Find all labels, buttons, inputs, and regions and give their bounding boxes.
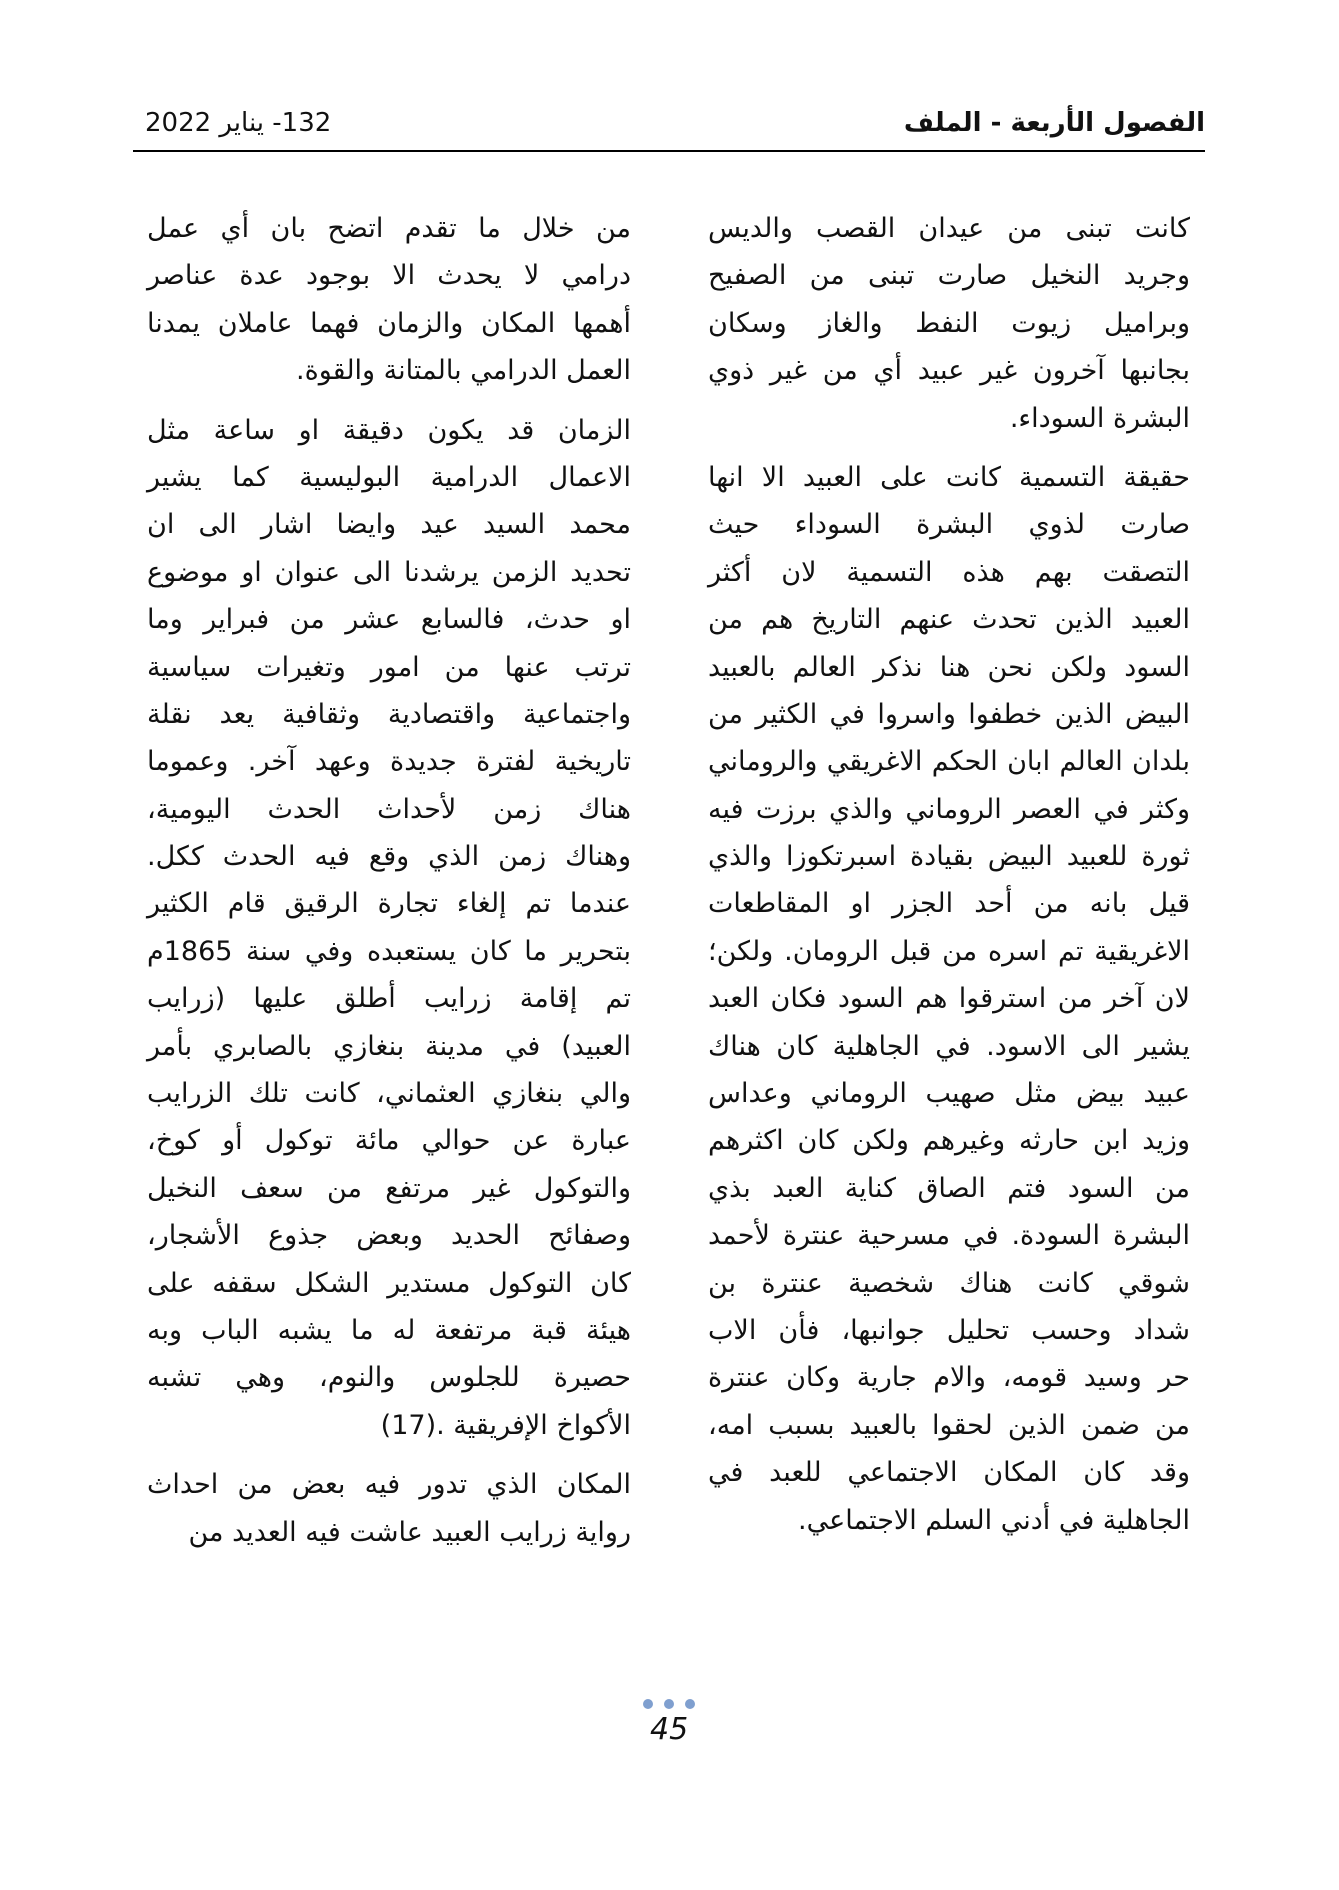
- text-line: وكثر في العصر الروماني والذي برزت فيه: [708, 793, 1190, 825]
- text-line: شداد وحسب تحليل جوانبها، فأن الاب: [708, 1314, 1190, 1346]
- text-line: عندما تم إلغاء تجارة الرقيق قام الكثير: [147, 888, 631, 920]
- text-line: التصقت بهم هذه التسمية لان أكثر: [708, 556, 1190, 588]
- text-line: العمل الدرامي بالمتانة والقوة.: [295, 355, 631, 387]
- dot: [643, 1699, 653, 1709]
- text-line: حقيقة التسمية كانت على العبيد الا انها: [708, 461, 1190, 493]
- paragraph: [147, 205, 631, 395]
- paragraph-gap: [708, 442, 1190, 454]
- text-line: من ضمن الذين لحقوا بالعبيد بسبب امه،: [708, 1409, 1190, 1441]
- text-line: تحديد الزمن يرشدنا الى عنوان او موضوع: [147, 556, 631, 588]
- text-line: وجريد النخيل صارت تبنى من الصفيح: [708, 260, 1190, 292]
- paragraph: [708, 454, 1190, 1544]
- text-line: من خلال ما تقدم اتضح بان أي عمل: [147, 213, 631, 244]
- three-dots-icon: [643, 1699, 695, 1709]
- paragraph: [147, 1461, 631, 1556]
- text-line: محمد السيد عيد وايضا اشار الى ان: [147, 509, 631, 541]
- text-line: تم إقامة زرايب أطلق عليها (زرايب: [147, 983, 631, 1015]
- paragraph-gap: [147, 395, 631, 407]
- text-line: وصفائح الحديد وبعض جذوع الأشجار،: [147, 1220, 631, 1252]
- left-column: [147, 205, 631, 1556]
- text-line: عبيد بيض مثل صهيب الروماني وعداس: [708, 1078, 1190, 1110]
- text-line: درامي لا يحدث الا بوجود عدة عناصر: [147, 260, 631, 292]
- text-line: الاغريقية تم اسره من قبل الرومان. ولكن؛: [708, 935, 1190, 967]
- text-line: الزمان قد يكون دقيقة او ساعة مثل: [147, 414, 631, 446]
- header-rule: [133, 150, 1205, 152]
- text-line: العبيد) في مدينة بنغازي بالصابري بأمر: [147, 1030, 631, 1062]
- text-line: والي بنغازي العثماني، كانت تلك الزرايب: [147, 1078, 631, 1110]
- text-line: البشرة السوداء.: [1009, 402, 1190, 434]
- text-line: صارت لذوي البشرة السوداء حيث: [708, 509, 1190, 541]
- text-line: هناك زمن لأحداث الحدث اليومية،: [147, 793, 631, 825]
- text-line: بلدان العالم ابان الحكم الاغريقي والروماني: [708, 746, 1190, 778]
- right-column: [708, 205, 1190, 1544]
- text-line: عبارة عن حوالي مائة توكول أو كوخ،: [147, 1125, 631, 1157]
- paragraph-gap: [147, 1449, 631, 1461]
- text-line: قيل بانه من أحد الجزر او المقاطعات: [708, 888, 1190, 920]
- paragraph: [708, 205, 1190, 442]
- text-line: وبراميل زيوت النفط والغاز وسكان: [708, 307, 1190, 339]
- text-line: وزيد ابن حارثه وغيرهم ولكن كان اكثرهم: [708, 1125, 1190, 1157]
- text-line: العبيد الذين تحدث عنهم التاريخ هم من: [708, 604, 1190, 636]
- page-number: 45: [650, 1712, 689, 1747]
- text-line: او حدث، فالسابع عشر من فبراير وما: [147, 604, 631, 636]
- page-footer: [600, 1690, 760, 1760]
- text-line: شوقي كانت هناك شخصية عنترة بن: [708, 1267, 1190, 1299]
- text-line: البيض الذين خطفوا واسروا في الكثير من: [708, 698, 1190, 730]
- text-line: حصيرة للجلوس والنوم، وهي تشبه: [147, 1362, 631, 1394]
- text-line: السود ولكن نحن هنا نذكر العالم بالعبيد: [708, 651, 1190, 683]
- text-line: بجانبها آخرون غير عبيد أي من غير ذوي: [708, 355, 1190, 387]
- dot: [685, 1699, 695, 1709]
- text-line: والتوكول غير مرتفع من سعف النخيل: [147, 1172, 631, 1204]
- running-header: [133, 100, 1205, 152]
- text-line: تاريخية لفترة جديدة وعهد آخر. وعموما: [147, 746, 631, 778]
- text-line: البشرة السودة. في مسرحية عنترة لأحمد: [708, 1220, 1190, 1252]
- issue-date: 132- يناير 2022: [145, 108, 332, 138]
- text-line: وهناك زمن الذي وقع فيه الحدث ككل.: [147, 841, 631, 873]
- text-line: حر وسيد قومه، والام جارية وكان عنترة: [708, 1362, 1190, 1394]
- text-line: واجتماعية واقتصادية وثقافية يعد نقلة: [147, 698, 631, 730]
- paragraph: [147, 407, 631, 1450]
- dot: [664, 1699, 674, 1709]
- text-line: كان التوكول مستدير الشكل سقفه على: [147, 1267, 631, 1299]
- text-line: أهمها المكان والزمان فهما عاملان يمدنا: [147, 307, 631, 339]
- text-line: كانت تبنى من عيدان القصب والديس: [708, 213, 1190, 244]
- text-line: الاعمال الدرامية البوليسية كما يشير: [147, 461, 631, 493]
- text-line: الأكواخ الإفريقية .(17): [380, 1409, 631, 1441]
- text-line: الجاهلية في أدني السلم الاجتماعي.: [798, 1504, 1190, 1536]
- text-line: رواية زرايب العبيد عاشت فيه العديد من: [188, 1516, 631, 1548]
- text-line: بتحرير ما كان يستعبده وفي سنة 1865م: [147, 935, 631, 967]
- text-line: المكان الذي تدور فيه بعض من احداث: [147, 1469, 631, 1501]
- text-line: ثورة للعبيد البيض بقيادة اسبرتكوزا والذي: [708, 841, 1190, 873]
- text-line: من السود فتم الصاق كناية العبد بذي: [708, 1172, 1190, 1204]
- text-line: لان آخر من استرقوا هم السود فكان العبد: [708, 983, 1190, 1015]
- journal-section-title: الفصول الأربعة - الملف: [903, 108, 1205, 138]
- text-line: هيئة قبة مرتفعة له ما يشبه الباب وبه: [147, 1314, 631, 1346]
- text-line: وقد كان المكان الاجتماعي للعبد في: [708, 1457, 1190, 1489]
- text-line: ترتب عنها من امور وتغيرات سياسية: [147, 651, 631, 683]
- text-line: يشير الى الاسود. في الجاهلية كان هناك: [708, 1030, 1190, 1062]
